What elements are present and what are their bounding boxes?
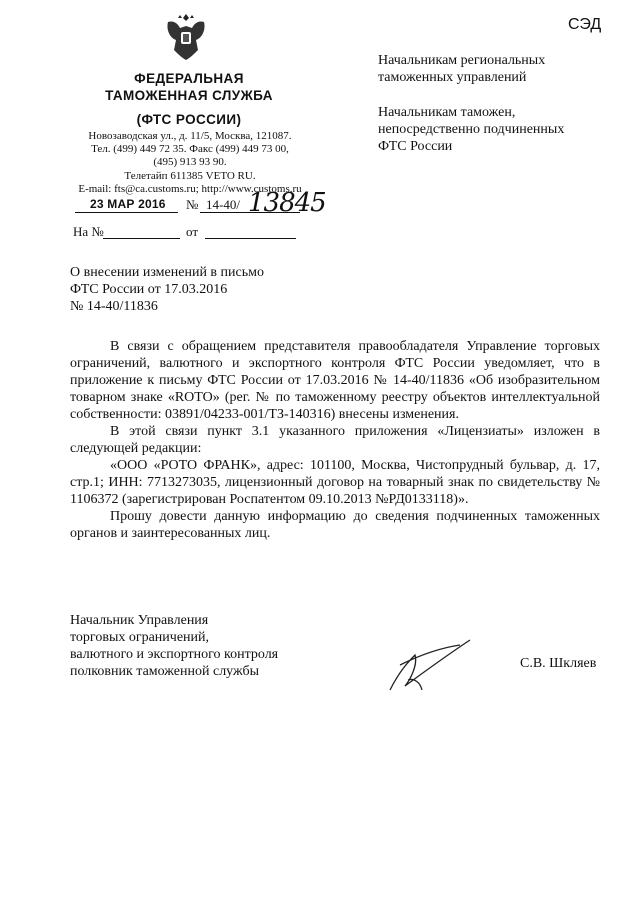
contact-line: (495) 913 93 90. [153, 156, 227, 169]
number-underline [200, 212, 300, 213]
signatory-title-line: валютного и экспортного контроля [70, 647, 279, 662]
handwritten-signature [380, 620, 480, 700]
reply-to-line [103, 238, 180, 239]
org-short-name: (ФТС РОССИИ) [136, 112, 242, 127]
addressee-line: ФТС России [378, 139, 453, 154]
number-printed: 14-40/ [206, 197, 240, 212]
subject-line: О внесении изменений в письмо [70, 265, 264, 280]
body-paragraph: «ООО «РОТО ФРАНК», адрес: 101100, Москва, Чистопрудный бульвар, д. 17, стр.1; ИНН: 7713273035, лицензионный договор на товарный знак по свидетельству № 1106372 (зарегистрирован Роспатентом 09.10.2013 №РД0133118)». [70, 458, 600, 507]
reply-date-label: от [186, 224, 199, 239]
signer-name: С.В. Шкляев [520, 656, 597, 671]
addressee-line: таможенных управлений [378, 70, 527, 85]
body-paragraph: В этой связи пункт 3.1 указанного приложения «Лицензиаты» изложен в следующей редакции: [70, 424, 600, 456]
signatory-title-line: Начальник Управления [70, 613, 209, 628]
addressee-block [378, 104, 618, 155]
org-contacts [40, 130, 340, 196]
document-mark: СЭД [568, 16, 602, 33]
contact-line: Телетайп 611385 VETO RU. [124, 169, 256, 182]
subject-line: № 14-40/11836 [70, 299, 158, 314]
addressee-line: Начальникам региональных [378, 53, 546, 68]
letter-body [70, 338, 600, 542]
org-name-line: ТАМОЖЕННАЯ СЛУЖБА [105, 88, 273, 103]
subject-line: ФТС России от 17.03.2016 [70, 282, 228, 297]
coat-of-arms-icon [160, 10, 212, 66]
date-underline [75, 212, 178, 213]
addressee-line: Начальникам таможен, [378, 105, 516, 120]
signatory-title-line: полковник таможенной службы [70, 664, 260, 679]
reply-to-label: На № [73, 224, 104, 239]
body-paragraph: В связи с обращением представителя правообладателя Управление торговых ограничений, валютного и экспортного контроля ФТС России уведомляет, что в приложение к письму ФТС России от 17.03.2016 № 14-40/11836 «Об изобразительном товарном знаке «ROTO» (рег. № по таможенному реестру объектов интеллектуальной собственности: 03891/04233-001/ТЗ-140316) внесены изменения. [70, 339, 600, 422]
signatory-title [70, 612, 330, 680]
addressee-block [378, 52, 618, 86]
org-name [70, 70, 308, 104]
org-name-line: ФЕДЕРАЛЬНАЯ [134, 71, 244, 86]
date-stamp: 23 МАР 2016 [90, 197, 166, 211]
signatory-title-line: торговых ограничений, [70, 630, 210, 645]
addressee-line: непосредственно подчиненных [378, 122, 565, 137]
contact-line: Новозаводская ул., д. 11/5, Москва, 121087. [88, 130, 292, 142]
reply-date-line [205, 238, 296, 239]
contact-line: Тел. (499) 449 72 35. Факс (499) 449 73 00, [91, 143, 289, 156]
number-label: № [186, 197, 199, 212]
body-paragraph: Прошу довести данную информацию до сведения подчиненных таможенных органов и заинтересованных лиц. [70, 509, 600, 541]
number-handwritten: 13845 [248, 188, 326, 218]
contact-line: E-mail: fts@ca.customs.ru; http://www.customs.ru [78, 182, 302, 195]
letter-subject [70, 264, 330, 315]
